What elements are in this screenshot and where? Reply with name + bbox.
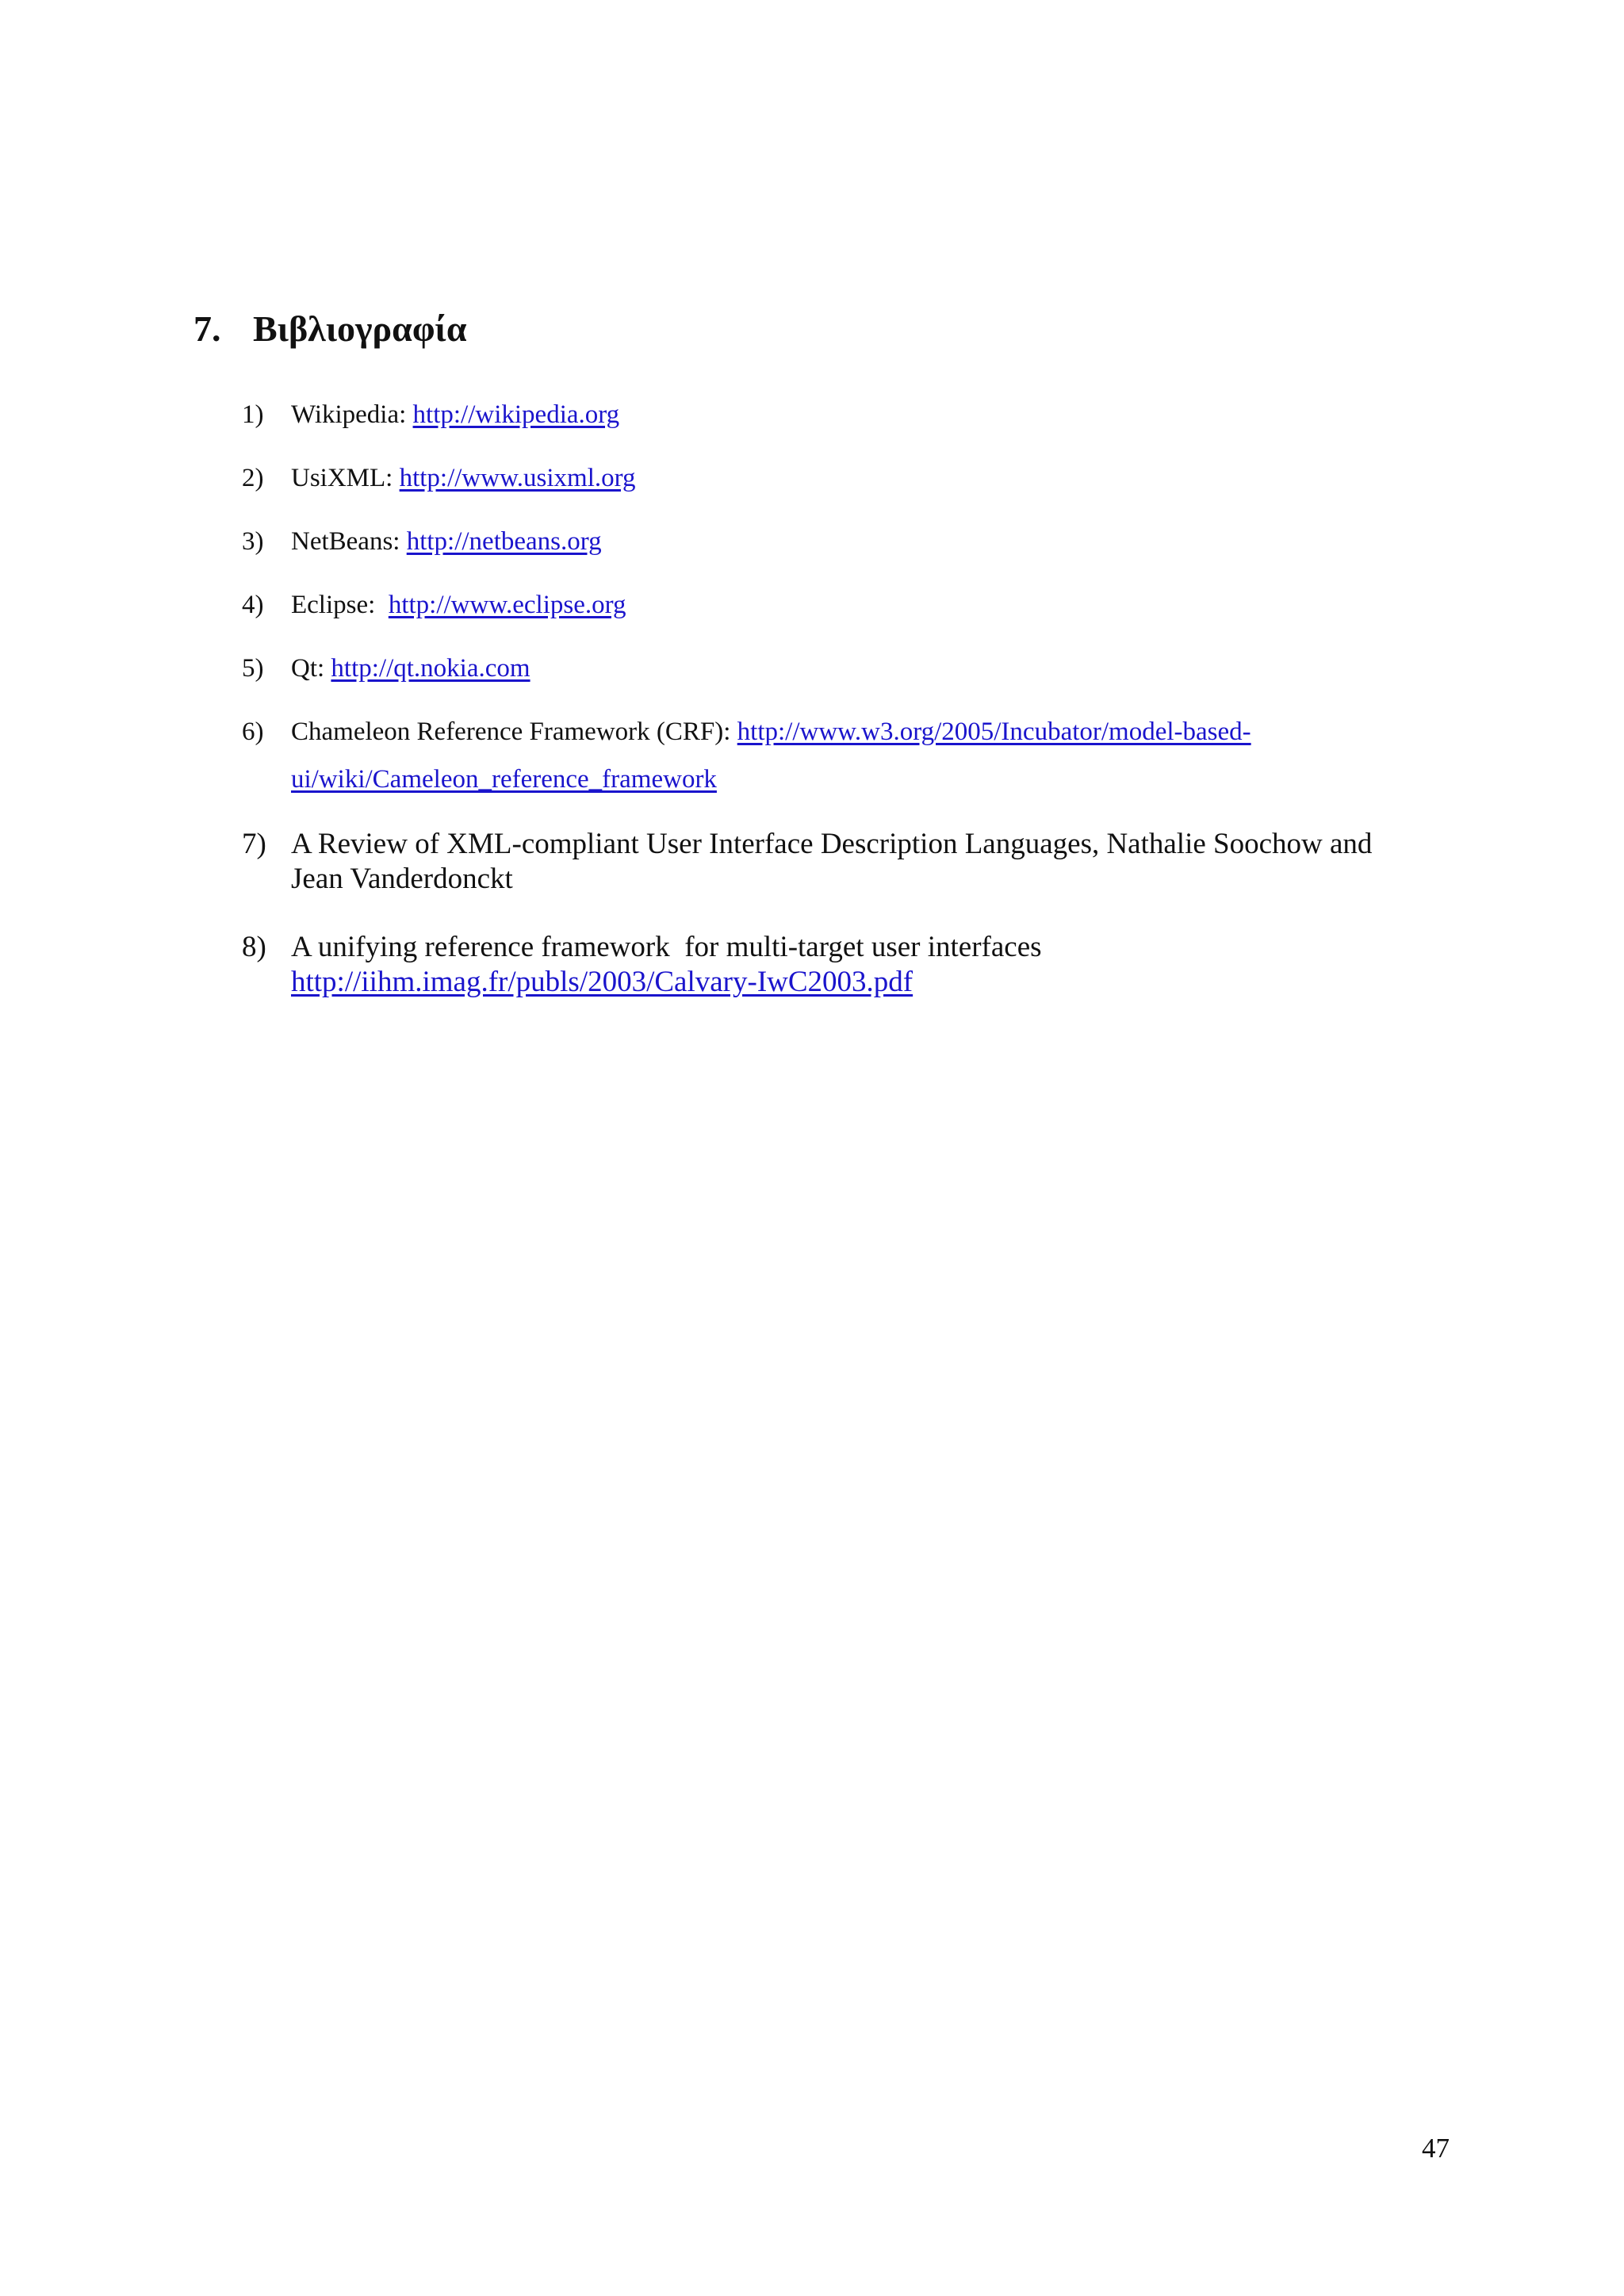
reference-link-crf-continued[interactable]: ui/wiki/Cameleon_reference_framework [291, 765, 717, 794]
reference-index: 3) [242, 527, 264, 556]
reference-link-eclipse[interactable]: http://www.eclipse.org [388, 591, 626, 619]
reference-index: 5) [242, 654, 264, 683]
reference-index: 2) [242, 464, 264, 492]
reference-link-netbeans[interactable]: http://netbeans.org [406, 527, 602, 556]
section-title: Βιβλιογραφία [253, 308, 467, 349]
page-number: 47 [1422, 2133, 1450, 2164]
reference-label: UsiXML: [291, 464, 400, 492]
reference-index: 7) [242, 828, 266, 860]
reference-link-calvary-pdf[interactable]: http://iihm.imag.fr/publs/2003/Calvary-IwC2003.pdf [291, 966, 914, 998]
reference-link-wikipedia[interactable]: http://wikipedia.org [412, 400, 620, 429]
reference-label: Qt: [291, 654, 331, 683]
reference-index: 1) [242, 400, 264, 429]
reference-text-line-1: A Review of XML-compliant User Interface Description Languages, Nathalie Soochow and [291, 828, 1373, 860]
reference-link-qt[interactable]: http://qt.nokia.com [331, 654, 530, 683]
reference-text-line-1: A unifying reference framework for multi-target user interfaces [291, 931, 1042, 963]
section-number: 7. [193, 308, 221, 349]
reference-index: 6) [242, 718, 264, 746]
reference-label: Chameleon Reference Framework (CRF): [291, 718, 737, 746]
reference-label: NetBeans: [291, 527, 407, 556]
reference-link-crf[interactable]: http://www.w3.org/2005/Incubator/model-based- [737, 718, 1251, 746]
reference-index: 8) [242, 931, 266, 963]
reference-index: 4) [242, 591, 264, 619]
reference-label: Eclipse: [291, 591, 389, 619]
reference-label: Wikipedia: [291, 400, 413, 429]
reference-text-line-2: Jean Vanderdonckt [291, 863, 513, 895]
reference-link-usixml[interactable]: http://www.usixml.org [399, 464, 636, 492]
section-heading [193, 308, 467, 350]
